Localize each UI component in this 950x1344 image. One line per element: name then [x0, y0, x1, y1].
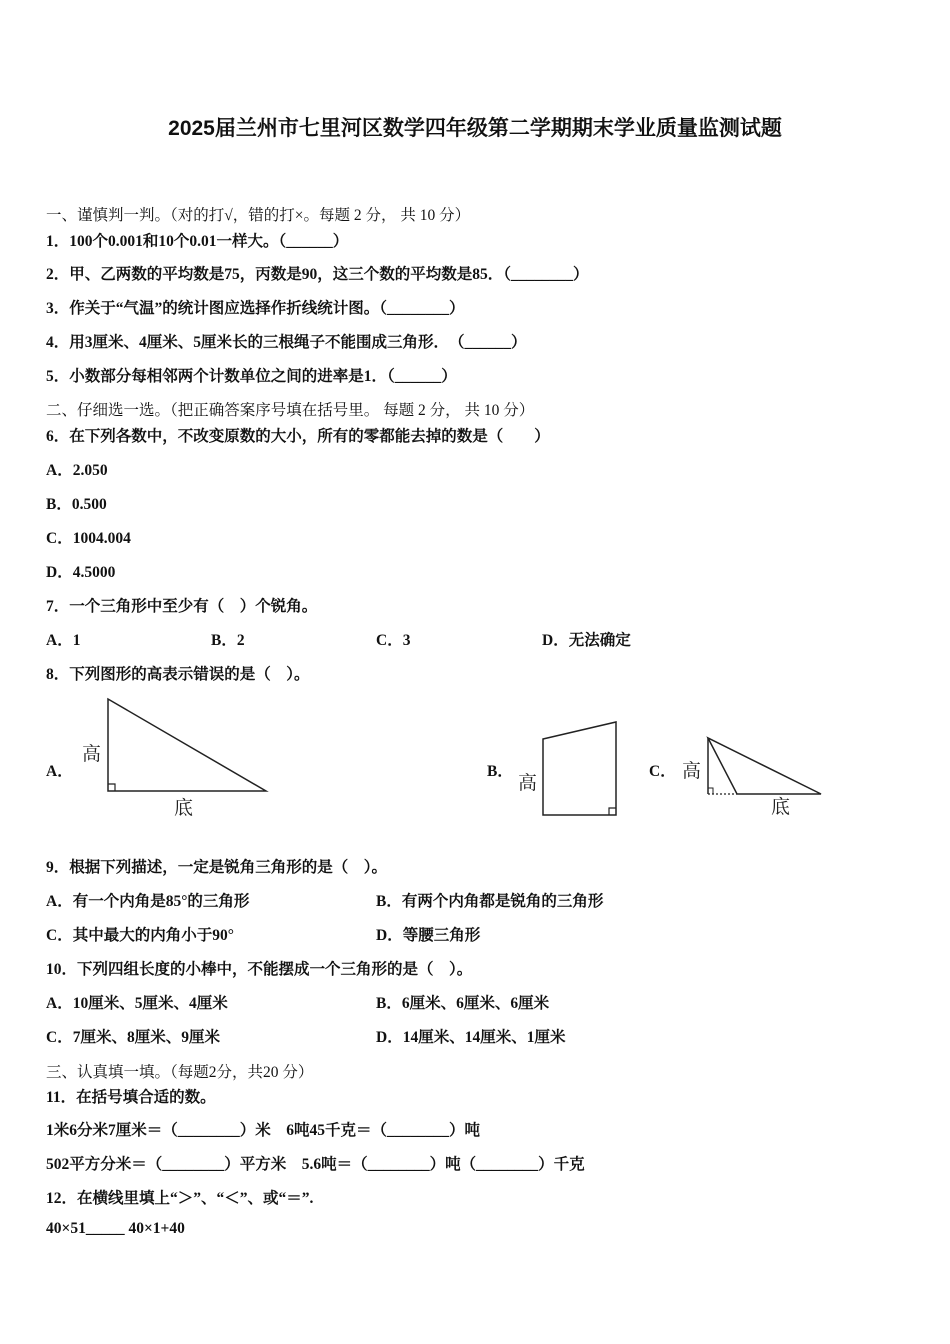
q11-line-2: 502平方分米＝（________）平方米 5.6吨＝（________）吨（________）千克: [46, 1156, 585, 1173]
section2-heading: 二、仔细选一选。（把正确答案序号填在括号里。 每题 2 分， 共 10 分）: [46, 402, 535, 419]
fig-c-height-label: 高: [682, 760, 702, 782]
q9-option-c: C．其中最大的内角小于90°: [46, 927, 234, 944]
fig-c-base-label: 底: [771, 796, 791, 818]
q9-option-d: D．等腰三角形: [376, 927, 481, 944]
q11-line-1: 1米6分米7厘米＝（________）米 6吨45千克＝（________）吨: [46, 1122, 481, 1139]
question-1: 1．100个0.001和10个0.01一样大。（______）: [46, 233, 349, 250]
q10-option-b: B．6厘米、6厘米、6厘米: [376, 995, 550, 1012]
question-7: 7．一个三角形中至少有（ ）个锐角。: [46, 598, 318, 615]
question-5: 5．小数部分每相邻两个计数单位之间的进率是1．（______）: [46, 368, 457, 385]
figure-b-trapezoid: [510, 715, 630, 825]
q10-option-c: C．7厘米、8厘米、9厘米: [46, 1029, 220, 1046]
question-10: 10．下列四组长度的小棒中，不能摆成一个三角形的是（ ）。: [46, 961, 473, 978]
q9-option-a: A．有一个内角是85°的三角形: [46, 893, 250, 910]
figure-a-right-triangle: [70, 690, 280, 825]
fig-a-base-label: 底: [174, 797, 194, 819]
section3-heading: 三、认真填一填。（每题2分，共20 分）: [46, 1064, 314, 1081]
q6-option-b: B．0.500: [46, 496, 107, 513]
q7-option-b: B．2: [211, 632, 245, 649]
q6-option-c: C．1004.004: [46, 530, 131, 547]
q7-option-a: A．1: [46, 632, 81, 649]
q8-option-c: C．: [649, 763, 676, 780]
q6-option-d: D．4.5000: [46, 564, 116, 581]
question-6: 6．在下列各数中，不改变原数的大小，所有的零都能去掉的数是（ ）: [46, 428, 550, 445]
question-11: 11．在括号填合适的数。: [46, 1089, 216, 1106]
question-2: 2．甲、乙两数的平均数是75，丙数是90，这三个数的平均数是85．（________）: [46, 266, 589, 283]
q6-option-a: A．2.050: [46, 462, 108, 479]
fig-a-height-label: 高: [82, 743, 102, 765]
question-3: 3．作关于“气温”的统计图应选择作折线统计图。（________）: [46, 300, 465, 317]
q8-option-b: B．: [487, 763, 513, 780]
page-title: 2025届兰州市七里河区数学四年级第二学期期末学业质量监测试题: [168, 117, 782, 140]
question-8: 8．下列图形的高表示错误的是（ ）。: [46, 666, 310, 683]
q9-option-b: B．有两个内角都是锐角的三角形: [376, 893, 604, 910]
q8-option-a: A．: [46, 763, 73, 780]
q7-option-c: C．3: [376, 632, 411, 649]
fig-b-height-label: 高: [518, 772, 538, 794]
section1-heading: 一、谨慎判一判。（对的打√，错的打×。每题 2 分， 共 10 分）: [46, 207, 471, 224]
question-4: 4．用3厘米、4厘米、5厘米长的三根绳子不能围成三角形． （______）: [46, 334, 527, 351]
question-12: 12．在横线里填上“＞”、“＜”、或“＝”.: [46, 1190, 314, 1207]
q10-option-d: D．14厘米、14厘米、1厘米: [376, 1029, 566, 1046]
q12-line-1: 40×51_____ 40×1+40: [46, 1220, 185, 1237]
figure-c-obtuse-triangle: [675, 730, 835, 825]
q7-option-d: D．无法确定: [542, 632, 631, 649]
q10-option-a: A．10厘米、5厘米、4厘米: [46, 995, 228, 1012]
question-9: 9．根据下列描述，一定是锐角三角形的是（ ）。: [46, 859, 388, 876]
